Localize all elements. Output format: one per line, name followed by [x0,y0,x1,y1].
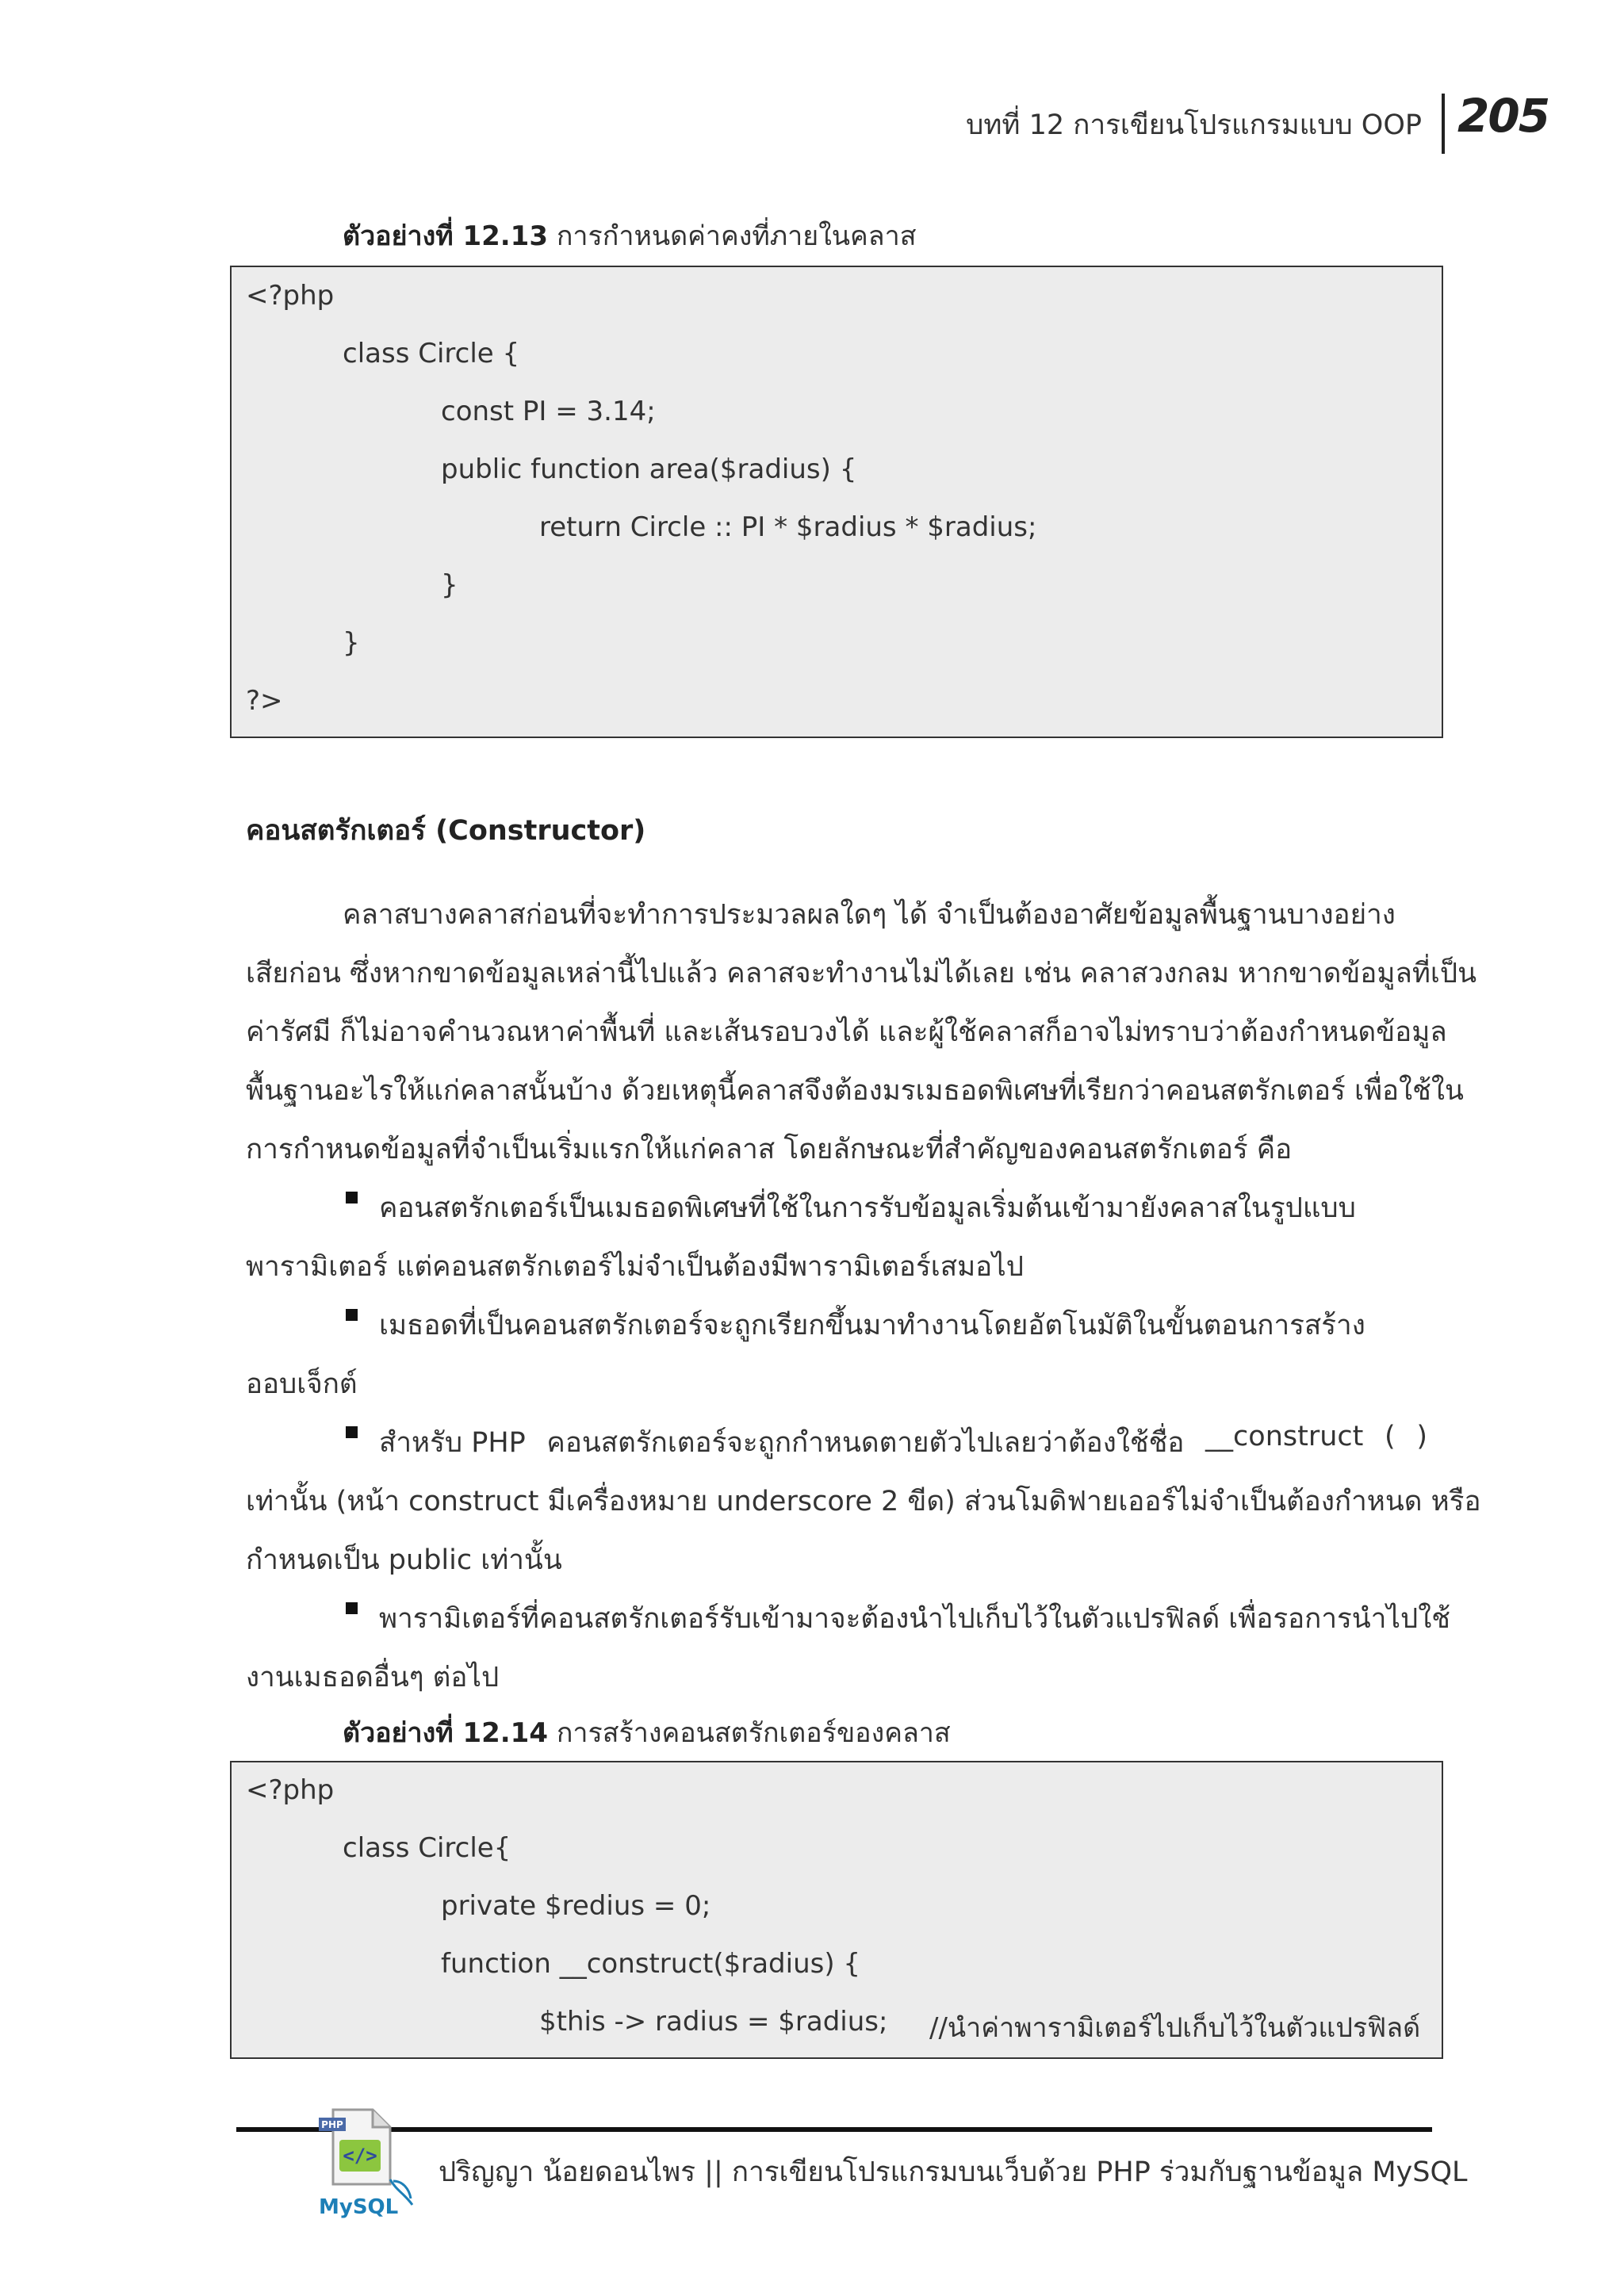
bullet-icon [346,1192,358,1203]
example-title: การสร้างคอนสตรักเตอร์ของคลาส [556,1717,951,1749]
paragraph-line: คลาสบางคลาสก่อนที่จะทำการประมวลผลใดๆ ได้ จำเป็นต้องอาศัยข้อมูลพื้นฐานบางอย่าง [343,899,1396,931]
bullet-text-part: คอนสตรักเตอร์จะถูกกำหนดตายตัวไปเลยว่าต้องใช้ชื่อ [546,1427,1185,1459]
code-line: <?php [246,1774,335,1806]
bullet-icon [346,1426,358,1438]
page-number: 205 [1457,89,1549,143]
section-heading: คอนสตรักเตอร์ (Constructor) [246,815,646,847]
example-label: ตัวอย่างที่ 12.14 [343,1717,549,1749]
code-line: private $redius = 0; [441,1890,711,1922]
header-divider [1442,94,1445,154]
code-line: return Circle :: PI * $radius * $radius; [539,511,1037,543]
bullet-text: กำหนดเป็น public เท่านั้น [246,1544,562,1576]
bullet-text: พารามิเตอร์ที่คอนสตรักเตอร์รับเข้ามาจะต้องนำไปเก็บไว้ในตัวแปรฟิลด์ เพื่อรอการนำไปใช้ [379,1603,1451,1635]
paragraph-line: พื้นฐานอะไรให้แก่คลาสนั้นบ้าง ด้วยเหตุนี้คลาสจึงต้องมรเมธอดพิเศษที่เรียกว่าคอนสตรักเตอร์ เพื่อใช้ใน [246,1075,1464,1107]
logo-php-label: PHP [321,2119,343,2130]
code-block [230,266,1443,738]
bullet-text-part: สำหรับ PHP [379,1427,526,1459]
paragraph-line: ค่ารัศมี ก็ไม่อาจคำนวณหาค่าพื้นที่ และเส้นรอบวงได้ และผู้ใช้คลาสก็อาจไม่ทราบว่าต้องกำหนดข้อมูล [246,1016,1447,1048]
bullet-text-part: __construct [1205,1421,1364,1452]
code-line: $this -> radius = $radius; [539,2006,888,2038]
bullet-text: เท่านั้น (หน้า construct มีเครื่องหมาย underscore 2 ขีด) ส่วนโมดิฟายเออร์ไม่จำเป็นต้องกำหนด หรือ [246,1486,1481,1517]
paragraph-line: การกำหนดข้อมูลที่จำเป็นเริ่มแรกให้แก่คลาส โดยลักษณะที่สำคัญของคอนสตรักเตอร์ คือ [246,1134,1293,1165]
bullet-text: เมธอดที่เป็นคอนสตรักเตอร์จะถูกเรียกขึ้นมาทำงานโดยอัตโนมัติในขั้นตอนการสร้าง [379,1310,1365,1341]
example-caption [343,1711,951,1754]
code-line: class Circle{ [343,1832,511,1864]
example-label: ตัวอย่างที่ 12.13 [343,220,549,252]
code-line: ?> [246,685,283,717]
bullet-text-part: ( [1385,1421,1396,1452]
logo-code-tag: </> [343,2145,377,2167]
bullet-icon [346,1309,358,1321]
logo-mysql-label: MySQL [319,2195,399,2219]
code-line: public function area($radius) { [441,453,857,485]
code-line: const PI = 3.14; [441,396,656,427]
footer-text: ปริญญา น้อยดอนไพร || การเขียนโปรแกรมบนเว็บด้วย PHP ร่วมกับฐานข้อมูล MySQL [439,2156,1468,2188]
bullet-text: งานเมธอดอื่นๆ ต่อไป [246,1662,500,1693]
bullet-text: พารามิเตอร์ แต่คอนสตรักเตอร์ไม่จำเป็นต้องมีพารามิเตอร์เสมอไป [246,1251,1024,1283]
example-title: การกำหนดค่าคงที่ภายในคลาส [556,220,917,252]
php-mysql-file-icon [311,2105,430,2224]
code-line: <?php [246,280,335,312]
bullet-icon [346,1602,358,1614]
code-comment: //นำค่าพารามิเตอร์ไปเก็บไว้ในตัวแปรฟิลด์ [929,2012,1421,2044]
bullet-text: คอนสตรักเตอร์เป็นเมธอดพิเศษที่ใช้ในการรับข้อมูลเริ่มต้นเข้ามายังคลาสในรูปแบบ [379,1192,1356,1224]
bullet-text [379,1421,1427,1464]
bullet-text: ออบเจ็กต์ [246,1368,358,1400]
code-line: } [343,627,360,659]
bullet-text-part: ) [1416,1421,1427,1452]
code-line: class Circle { [343,338,520,369]
code-line: } [441,569,458,601]
paragraph-line: เสียก่อน ซึ่งหากขาดข้อมูลเหล่านี้ไปแล้ว คลาสจะทำงานไม่ได้เลย เช่น คลาสวงกลม หากขาดข้อมูลที่เป็น [246,958,1477,989]
code-line: function __construct($radius) { [441,1948,861,1980]
example-caption [343,214,916,257]
chapter-title: บทที่ 12 การเขียนโปรแกรมแบบ OOP [966,109,1422,141]
